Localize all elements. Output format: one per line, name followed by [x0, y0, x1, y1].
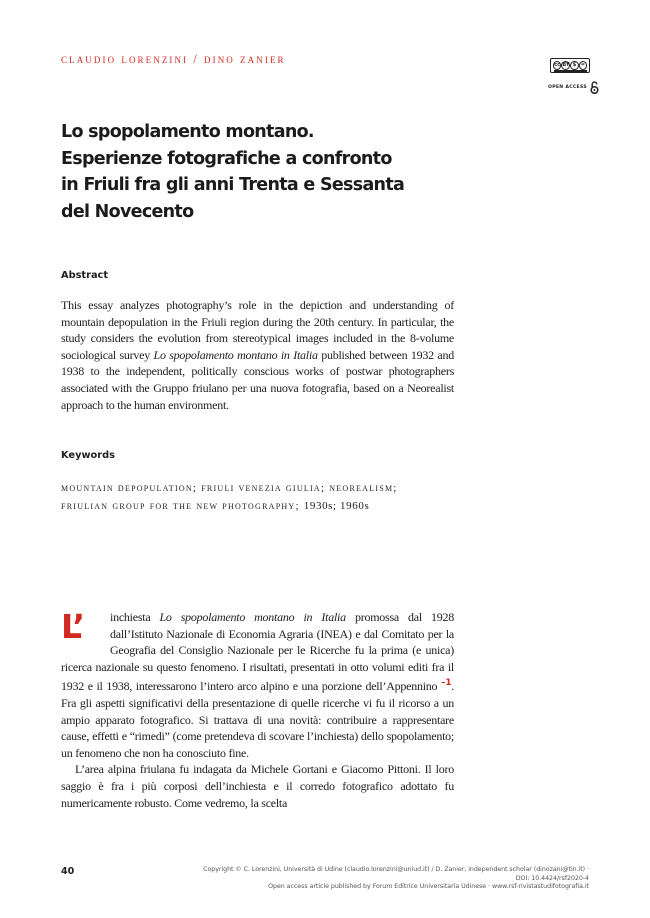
open-access-label: OPEN ACCESS: [548, 85, 587, 90]
title-line: in Friuli fra gli anni Trenta e Sessanta: [61, 175, 405, 195]
open-lock-icon: [590, 81, 599, 94]
abstract-text: This essay analyzes photography’s role in the depiction and understanding of mountain depopulation in the Friuli region during the 20th century. In particular, the study considers the evolution from stereotypical images included in the 8-volume sociological survey Lo spopolamento montano in Italia published between 1932 and 1938 to the independent, politically conscious works of postwar photographers associated with the Gruppo friulano per una nuova fotografia, based on a Neorealist approach to the human environment.: [61, 298, 455, 412]
noncommercial-icon: $: [570, 61, 578, 70]
keywords-list: mountain depopulation; friuli venezia giulia; neorealism; friulian group for the new photography; 1930s; 1960s: [61, 482, 398, 513]
sharealike-icon: =: [579, 61, 587, 70]
publisher-line: Open access article published by Forum Editrice Universitaria Udinese · www.rsf-rivistastudifotografia.it: [268, 883, 589, 891]
doi-line: DOI: 10.4424/rsf2020-4: [515, 874, 589, 882]
abstract-heading: Abstract: [61, 270, 109, 281]
title-line: del Novecento: [61, 201, 194, 222]
footnote-reference[interactable]: –1: [440, 678, 452, 689]
footer-copyright: [119, 866, 589, 892]
body-text: [61, 609, 454, 811]
copyright-line: Copyright © C. Lorenzini, Università di Udine (claudio.lorenzini@uniud.it) / D. Zanier, independent scholar (dinozani@tin.it) ·: [203, 866, 589, 873]
cc-license-strip: [554, 70, 587, 73]
title-line: Esperienze fotografiche a confronto: [61, 148, 392, 169]
paragraph: L’ inchiesta Lo spopolamento montano in Italia promossa dal 1928 dall’Istituto Nazionale di Economia Agraria (INEA) e dal Comitato per la Geografia del Consiglio Nazionale per le Ricerche fu la prima (e unica) ricerca nazionale su questo fenomeno. I risultati, presentati in otto volumi editi fra il 1932 e il 1938, interessarono l’intero arco alpino e una porzione dell’Appennino $^{-1}$. Fra gli aspetti significativi della presentazione di quelle ricerche vi fu il ricorso a un ampio apparato fotografico. Si trattava di una novità: contribuire a rappresentare cause, effetti e “rimedi” (come pretendeva di scovare l’inchiesta) dello spopolamento; un fenomeno che non ha conosciuto fine.: [61, 607, 455, 760]
attribution-icon: BY: [562, 62, 570, 68]
author-names: claudio lorenzini / dino zanier: [61, 52, 286, 66]
article-title: [61, 119, 481, 225]
title-line: Lo spopolamento montano.: [61, 122, 314, 142]
page-number: 40: [61, 866, 75, 877]
keywords-heading: Keywords: [61, 450, 115, 461]
open-access-mark: [548, 81, 599, 94]
drop-cap: L’: [61, 607, 83, 646]
paragraph: L’area alpina friulana fu indagata da Michele Gortani e Giacomo Pittoni. Il loro saggio è fra i più corposi dell’inchiesta e il corredo fotografico adottato fu numericamente robusto. Come vedremo, la scelta: [61, 762, 454, 810]
cc-icon: cc: [554, 62, 561, 68]
